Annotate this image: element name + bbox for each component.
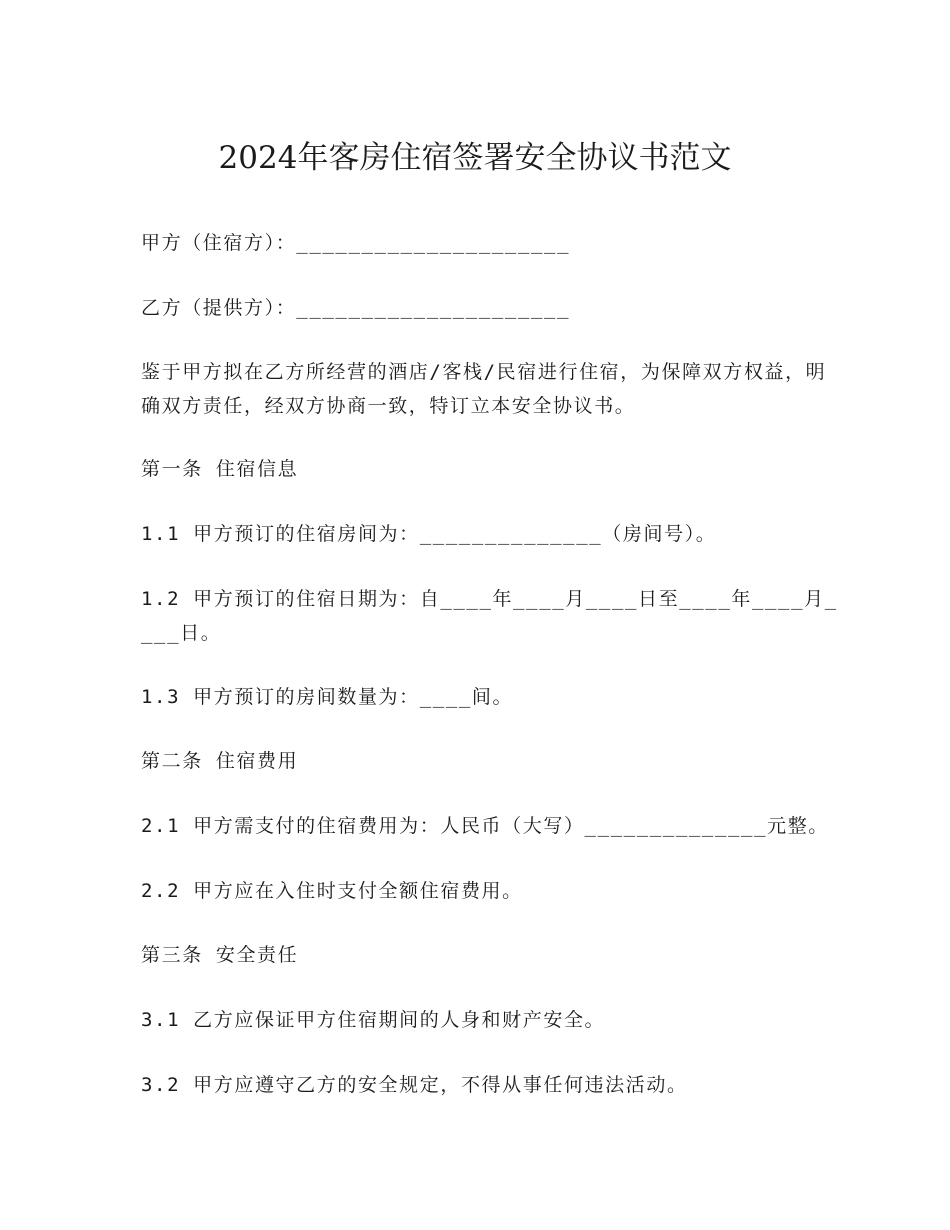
party-b-line: 乙方（提供方）：_____________________ [141, 297, 571, 319]
clause-1-3: 1.3 甲方预订的房间数量为：____间。 [141, 686, 514, 708]
article-2-heading: 第二条 住宿费用 [141, 750, 299, 772]
clause-3-2: 3.2 甲方应遵守乙方的安全规定，不得从事任何违法活动。 [141, 1074, 688, 1096]
article-1-heading: 第一条 住宿信息 [141, 458, 299, 480]
clause-2-1: 2.1 甲方需支付的住宿费用为：人民币（大写）______________元整。 [141, 815, 829, 837]
party-a-line: 甲方（住宿方）：_____________________ [141, 232, 571, 254]
clause-2-2: 2.2 甲方应在入住时支付全额住宿费用。 [141, 880, 523, 902]
preamble-paragraph: 鉴于甲方拟在乙方所经营的酒店/客栈/民宿进行住宿，为保障双方权益，明确双方责任，经双方协商一致，特订立本安全协议书。 [141, 361, 827, 417]
document-title: 2024年客房住宿签署安全协议书范文 [218, 140, 732, 176]
clause-1-1: 1.1 甲方预订的住宿房间为：______________（房间号）。 [141, 523, 717, 545]
article-3-heading: 第三条 安全责任 [141, 944, 299, 966]
clause-3-1: 3.1 乙方应保证甲方住宿期间的人身和财产安全。 [141, 1009, 606, 1031]
clause-1-2: 1.2 甲方预订的住宿日期为：自____年____月____日至____年____月____日。 [141, 588, 838, 644]
